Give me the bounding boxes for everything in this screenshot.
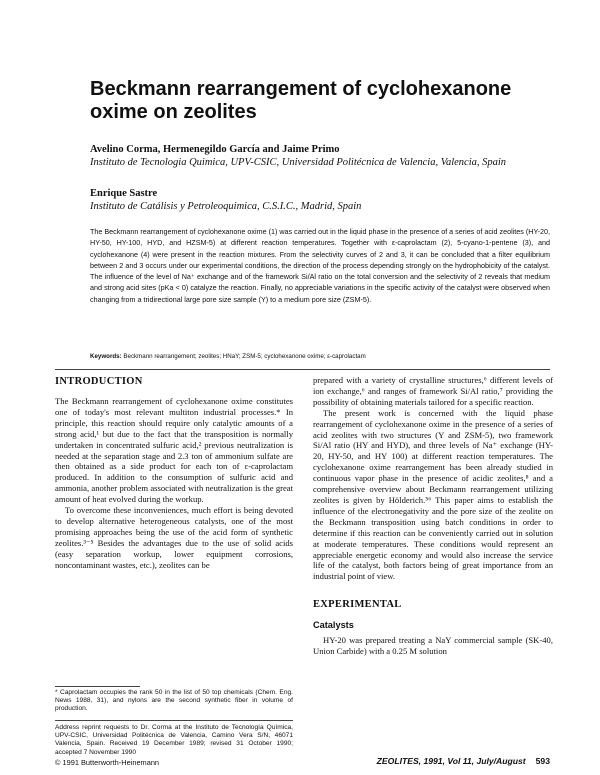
paper-title: Beckmann rearrangement of cyclohexanone oxime on zeolites [90, 78, 512, 123]
journal-citation: ZEOLITES, 1991, Vol 11, July/August [376, 756, 526, 766]
author-block-1 [90, 144, 560, 169]
column-right [313, 375, 553, 657]
author-affiliation: Instituto de Catálisis y Petroleoquimica, C.S.I.C., Madrid, Spain [90, 200, 362, 212]
subsection-heading-catalysts: Catalysts [313, 620, 354, 631]
section-heading-experimental: EXPERIMENTAL [313, 599, 402, 611]
copyright-footer: © 1991 Butterworth-Heinemann [55, 758, 160, 767]
body-paragraph: The Beckmann rearrangement of cyclohexanone oxime constitutes one of today's most relevant multiton industrial processes.* In principle, this reaction should require only catalytic amounts of a strong acid,¹ but due to the fact that the transposition is normally undertaken in concentrated sulfuric acid,² previous neutralization is needed at the separation stage and 2.3 ton of ammonium sulfate are then obtained as a side product for each ton of ε-caprolactam produced. In addition to the consumption of sulfuric acid and ammonia, another problem associated with neutralization is the great amount of heat evolved during the workup. [55, 396, 293, 505]
page-number: 593 [535, 756, 550, 766]
abstract: The Beckmann rearrangement of cyclohexanone oxime (1) was carried out in the liquid phase in the presence of a series of acid zeolites (HY-20, HY-50, HY-100, HYD, and HZSM-5) at different reaction temperatures. Together with ε-caprolactam (2), 5-cyano-1-pentene (3), and cyclohexanone (4) were present in the reaction mixtures. From the selectivity curves of 2 and 3, it can be concluded that a filter equilibrium between 2 and 3 occurs under our experimental conditions, the direction of the process depending strongly on the hydrophobicity of the catalyst. The influence of the level of Na⁺ exchange and of the framework Si/Al ratio on the total conversion and the selectivity of 2 reveals that medium and strong acid sites (pKa < 0) catalyze the reaction. Finally, no appreciable variations in the specific activity of the catalyst were observed when changing from a tridirectional large pore size sample (Y) to a medium pore size (ZSM-5). [90, 227, 550, 304]
column-left [55, 375, 293, 571]
author-block-2 [90, 188, 560, 213]
author-affiliation: Instituto de Tecnologia Quimica, UPV-CSIC, Universidad Politécnica de Valencia, Valencia, Spain [90, 156, 507, 168]
keywords-label: Keywords: [90, 353, 122, 360]
correspondence-note: Address reprint requests to Dr. Corma at the Instituto de Tecnología Química, UPV-CSIC, Universidad Politécnica de Valencia, Camino Vera S/N, 46071 Valencia, Spain. Received 19 December 1989; revised 31 October 1990; accepted 7 November 1990 [55, 724, 293, 756]
body-paragraph: To overcome these inconveniences, much effort is being devoted to develop alternative heterogeneous catalysts, one of the most promising approaches being the use of the acid form of synthetic zeolites.³⁻⁵ Besides the advantages due to the use of solid acids (easy separation workup, lower equipment corrosions, noncontaminant wastes, etc.), zeolites can be [55, 505, 293, 570]
footnote-divider [55, 720, 293, 721]
keywords-line [90, 352, 550, 361]
keywords-text: Beckmann rearrangement; zeolites; HNaY; ZSM-5; cyclohexanone oxime; ε-caprolactam [123, 353, 366, 360]
section-heading-introduction: INTRODUCTION [55, 376, 143, 387]
author-names: Enrique Sastre [90, 188, 158, 199]
author-names: Avelino Corma, Hermenegildo García and Jaime Primo [90, 144, 340, 155]
body-paragraph: HY-20 was prepared treating a NaY commercial sample (SK-40, Union Carbide) with a 0.25 M solution [313, 635, 553, 657]
section-divider [55, 369, 550, 370]
journal-footer [377, 756, 550, 766]
footnote-divider [55, 686, 140, 687]
body-paragraph: The present work is concerned with the liquid phase rearrangement of cyclohexanone oxime in the presence of a series of acid zeolites with two structures (Y and ZSM-5), two framework Si/Al ratio (HY and HYD), and three levels of Na⁺ exchange (HY-20, HY-50, and HY 100) at different reaction temperatures. The cyclohexanone oxime rearrangement has been already studied in continuous vapor phase in the presence of acidic zeolites,⁸ and a comprehensive overview about Beckmann rearrangement utilizing zeolites is given by Hölderich.⁵⁶ This paper aims to establish the influence of the electronegativity and the pore size of the zeolite on the Beckmann transposition using batch conditions in order to determine if this reaction can be conveniently carried out in solution at moderate temperatures. These conditions would represent an appreciable energetic economy and would also increase the service life of the catalyst, both factors being of great importance from an industrial point of view. [313, 407, 553, 582]
body-paragraph: prepared with a variety of crystalline structures,⁶ different levels of ion exchange,⁶ and ranges of framework Si/Al ratio,⁷ providing the possibility of obtaining materials tailored for a specific reaction. [313, 375, 553, 407]
footnote: * Caprolactam occupies the rank 50 in the list of 50 top chemicals (Chem. Eng. News 1988, 31), and nylons are the second synthetic fiber in volume of production. [55, 689, 293, 713]
